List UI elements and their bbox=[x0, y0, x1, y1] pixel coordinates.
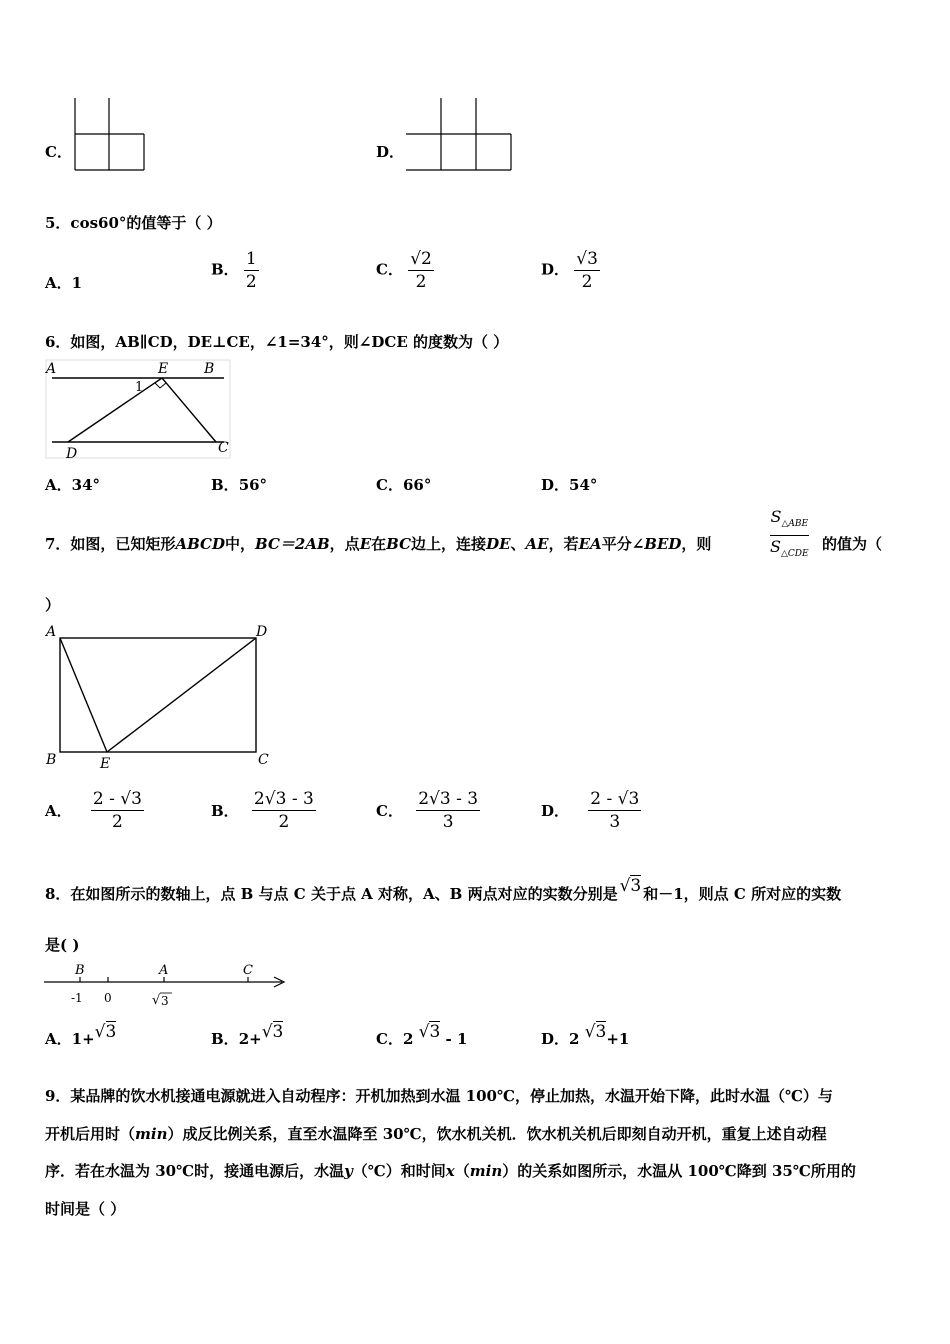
angle-label-1: 1 bbox=[135, 380, 144, 395]
q5-option-b bbox=[211, 248, 259, 293]
q8-option-c: C．2 √3 - 1 bbox=[376, 1022, 468, 1048]
point-label-a: A bbox=[46, 361, 57, 377]
rectangle-abcd bbox=[60, 638, 256, 752]
tick-label-zero: 0 bbox=[104, 991, 112, 1005]
q5-stem: 5．cos60°的值等于（ ） bbox=[45, 214, 222, 232]
point-label-a: A bbox=[159, 963, 169, 978]
q7-option-a: A． $\frac{2 - √3}{2}$ bbox=[45, 789, 142, 832]
tick-label-sqrt-sign: √ bbox=[152, 993, 161, 1008]
q7-area-ratio: $S_{\triangle ABE}$ $S_{\triangle CDE}$ bbox=[770, 507, 809, 560]
q8-stem: 8．在如图所示的数轴上，点 B 与点 C 关于点 A 对称，A、B 两点对应的实数分别是 √3 和－1，则点 C 所对应的实数 bbox=[45, 876, 842, 903]
q9-line-2: 开机后用时（min）成反比例关系，直至水温降至 30℃，饮水机关机．饮水机关机后即刻自动开机，重复上述自动程 bbox=[45, 1125, 827, 1143]
point-label-d: D bbox=[66, 446, 78, 462]
q7-option-d: D． $\frac{2 - √3}{3}$ bbox=[541, 789, 640, 832]
q8-number-line bbox=[44, 960, 294, 1012]
point-label-e: E bbox=[100, 756, 111, 772]
q7-option-b: B． $\frac{2√3 - 3}{2}$ bbox=[211, 789, 314, 832]
tick-label-minus-one: -1 bbox=[71, 991, 83, 1005]
q8-option-d: D．2 √3+1 bbox=[541, 1022, 630, 1048]
fraction: $\frac{1}{2}$ bbox=[245, 249, 257, 292]
q7-stem: 7．如图，已知矩形ABCD中，BC＝2AB，点E在BC边上，连接DE、AE，若EA平分∠BED，则 bbox=[45, 535, 712, 553]
q8-option-a: A．1+√3 bbox=[45, 1022, 117, 1048]
fraction: $\frac{√3}{2}$ bbox=[576, 249, 598, 292]
segment-ae bbox=[60, 638, 107, 752]
q9-line-1: 9．某品牌的饮水机接通电源就进入自动程序：开机加热到水温 100℃，停止加热，水温开始下降，此时水温（℃）与 bbox=[45, 1087, 833, 1105]
point-label-e: E bbox=[158, 361, 169, 377]
segment-de bbox=[107, 638, 256, 752]
q4-option-c-figure bbox=[72, 98, 148, 172]
option-label: A． bbox=[45, 274, 72, 292]
q7-option-c: C． $\frac{2√3 - 3}{3}$ bbox=[376, 789, 479, 832]
q7-stem-end: 的值为（ bbox=[822, 535, 883, 553]
q9-line-4: 时间是（ ） bbox=[45, 1200, 126, 1218]
q7-stem-close: ） bbox=[45, 596, 61, 614]
q4-option-d-label: D． bbox=[376, 143, 405, 161]
q9-line-3: 序．若在水温为 30℃时，接通电源后，水温y（℃）和时间x（min）的关系如图所示，水温从 100℃降到 35℃所用的 bbox=[45, 1162, 856, 1180]
q6-option-c: C．66° bbox=[376, 476, 432, 494]
q6-figure bbox=[44, 358, 234, 460]
q5-option-c bbox=[376, 248, 434, 293]
option-value: 1 bbox=[71, 274, 83, 292]
option-label: B． bbox=[211, 260, 239, 279]
fraction: $\frac{2√3 - 3}{3}$ bbox=[418, 789, 479, 832]
q4-option-d-figure bbox=[404, 98, 514, 172]
q5-option-a bbox=[45, 272, 82, 293]
point-label-c: C bbox=[258, 752, 269, 768]
q5-option-d bbox=[541, 248, 600, 293]
q7-figure bbox=[44, 622, 274, 772]
point-label-c: C bbox=[218, 440, 229, 456]
point-label-a: A bbox=[46, 624, 57, 640]
point-label-b: B bbox=[204, 361, 215, 377]
fraction: $\frac{2 - √3}{2}$ bbox=[92, 789, 142, 832]
q6-option-d: D．54° bbox=[541, 476, 598, 494]
q8-option-b: B．2+√3 bbox=[211, 1022, 284, 1048]
q6-stem: 6．如图，AB∥CD，DE⊥CE，∠1=34°，则∠DCE 的度数为（ ） bbox=[45, 333, 509, 351]
point-label-b: B bbox=[75, 963, 85, 978]
point-label-b: B bbox=[46, 752, 57, 768]
q6-option-b: B．56° bbox=[211, 476, 268, 494]
q4-option-c-label: C． bbox=[45, 143, 72, 161]
fraction: $\frac{√2}{2}$ bbox=[410, 249, 432, 292]
point-label-c: C bbox=[243, 963, 253, 978]
tick-label-sqrt3: 3 bbox=[161, 994, 169, 1008]
figure-frame bbox=[46, 360, 230, 458]
fraction: $\frac{2 - √3}{3}$ bbox=[590, 789, 640, 832]
option-label: C． bbox=[376, 260, 403, 279]
segment-de bbox=[68, 378, 162, 442]
point-label-d: D bbox=[256, 624, 268, 640]
segment-ec bbox=[162, 378, 216, 442]
fraction: $\frac{2√3 - 3}{2}$ bbox=[253, 789, 314, 832]
q6-option-a: A．34° bbox=[45, 476, 101, 494]
option-label: D． bbox=[541, 260, 570, 279]
right-angle-mark bbox=[155, 383, 166, 388]
q8-stem-2: 是( ) bbox=[45, 936, 80, 954]
